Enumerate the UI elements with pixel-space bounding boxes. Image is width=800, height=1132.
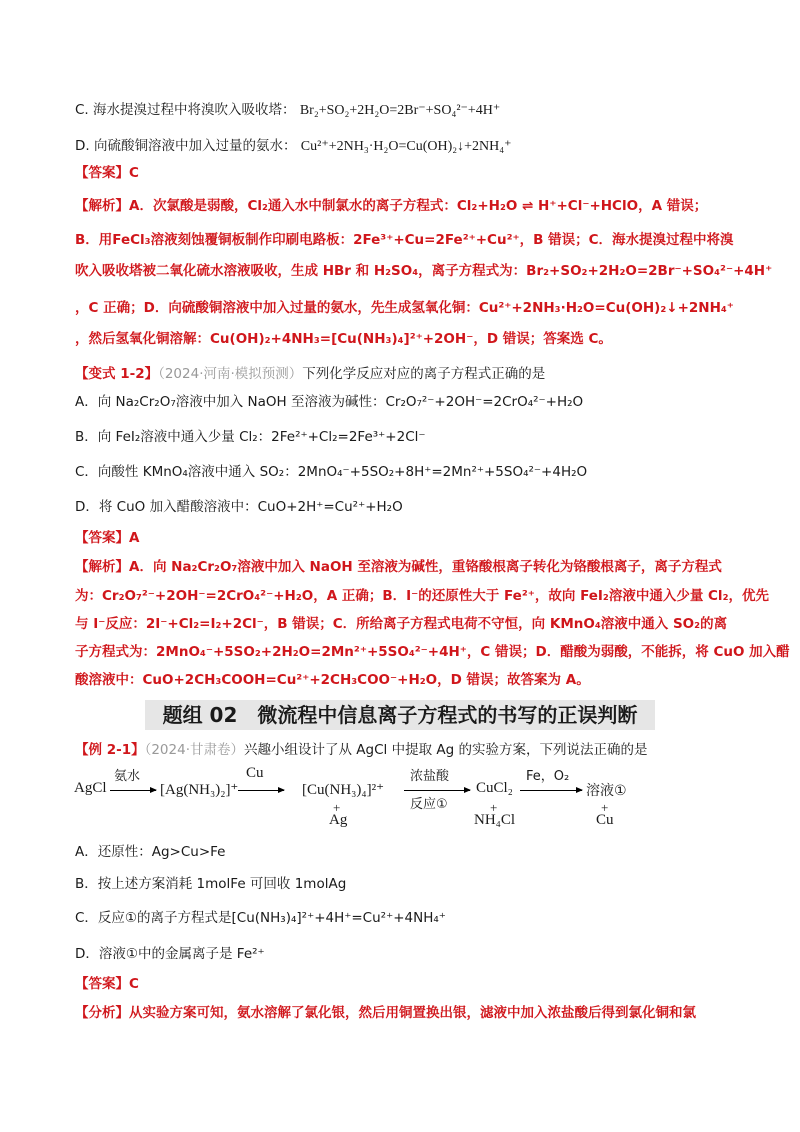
scheme-arrow-4 — [520, 790, 582, 791]
analysis-2-line-3: 与 I⁻反应：2I⁻+Cl₂=I₂+2Cl⁻，B 错误；C．所给离子方程式电荷不守恒，向 KMnO₄溶液中通入 SO₂的离 — [75, 616, 728, 632]
ex-option-d: D．溶液①中的金属离子是 Fe²⁺ — [75, 946, 265, 962]
scheme-plus-1: + — [333, 800, 341, 815]
scheme-reagent-hcl: 浓盐酸 — [410, 769, 450, 784]
analysis-1-line-2: B．用FeCl₃溶液刻蚀覆铜板制作印刷电路板：2Fe³⁺+Cu=2Fe²⁺+Cu²⁺，B 错误；C．海水提溴过程中将溴 — [75, 232, 734, 248]
scheme-plus-3: + — [601, 800, 609, 815]
analysis-1-line-5: ，然后氢氧化铜溶解：Cu(OH)₂+4NH₃=[Cu(NH₃)₄]²⁺+2OH⁻，D 错误；答案选 C。 — [75, 331, 612, 347]
answer-3: 【答案】C — [75, 976, 139, 992]
scheme-silver-ammonia: [Ag(NH₃)₂]⁺ — [160, 782, 239, 798]
scheme-cu: Cu — [596, 812, 614, 828]
answer-2: 【答案】A — [75, 530, 140, 546]
example-header: 【例 2-1】（2024·甘肃卷）兴趣小组设计了从 AgCl 中提取 Ag 的实验方案，下列说法正确的是 — [75, 742, 648, 758]
analysis-2-line-4: 子方程式为：2MnO₄⁻+5SO₂+2H₂O=2Mn²⁺+5SO₄²⁻+4H⁺，C 错误；D．醋酸为弱酸，不能拆，将 CuO 加入醋 — [75, 644, 790, 660]
ex-option-b: B．按上述方案消耗 1molFe 可回收 1molAg — [75, 876, 347, 892]
analysis-2-line-1: 【解析】A．向 Na₂Cr₂O₇溶液中加入 NaOH 至溶液为碱性，重铬酸根离子转化为铬酸根离子，离子方程式 — [75, 559, 722, 575]
scheme-solution-1: 溶液① — [586, 783, 627, 799]
option-b: B．向 FeI₂溶液中通入少量 Cl₂：2Fe²⁺+Cl₂=2Fe³⁺+2Cl⁻ — [75, 429, 426, 445]
ex-option-c: C．反应①的离子方程式是[Cu(NH₃)₄]²⁺+4H⁺=Cu²⁺+4NH₄⁺ — [75, 910, 446, 926]
scheme-plus-2: + — [490, 800, 498, 815]
group-title: 题组 02 微流程中信息离子方程式的书写的正误判断 — [145, 700, 655, 730]
option-c-line: C. 海水提溴过程中将溴吹入吸收塔： Br₂+SO₂+2H₂O=2Br⁻+SO₄²⁻+4H⁺ — [75, 102, 501, 118]
scheme-arrow-2 — [238, 790, 284, 791]
scheme-agcl: AgCl — [74, 780, 107, 796]
scheme-arrow-3 — [404, 790, 470, 791]
option-c: C．向酸性 KMnO₄溶液中通入 SO₂：2MnO₄⁻+5SO₂+8H⁺=2Mn²⁺+5SO₄²⁻+4H₂O — [75, 464, 588, 480]
ex-option-a: A．还原性：Ag>Cu>Fe — [75, 844, 226, 860]
scheme-reagent-cu: Cu — [246, 765, 264, 781]
scheme-copper-ammonia: [Cu(NH₃)₄]²⁺ — [302, 782, 385, 798]
scheme-reagent-fe-o2: Fe，O₂ — [526, 769, 570, 784]
scheme-ag: Ag — [329, 812, 348, 828]
answer-1: 【答案】C — [75, 165, 139, 181]
analysis-1-line-4: ，C 正确；D．向硫酸铜溶液中加入过量的氨水，先生成氢氧化铜：Cu²⁺+2NH₃·H₂O=Cu(OH)₂↓+2NH₄⁺ — [75, 300, 734, 316]
analysis-1-line-3: 吹入吸收塔被二氧化硫水溶液吸收，生成 HBr 和 H₂SO₄，离子方程式为：Br₂+SO₂+2H₂O=2Br⁻+SO₄²⁻+4H⁺ — [75, 263, 773, 279]
option-a: A．向 Na₂Cr₂O₇溶液中加入 NaOH 至溶液为碱性：Cr₂O₇²⁻+2OH⁻=2CrO₄²⁻+H₂O — [75, 394, 584, 410]
variant-header: 【变式 1-2】（2024·河南·模拟预测）下列化学反应对应的离子方程式正确的是 — [75, 366, 546, 382]
scheme-nh4cl: NH₄Cl — [474, 812, 516, 828]
analysis-3: 【分析】从实验方案可知，氨水溶解了氯化银，然后用铜置换出银，滤液中加入浓盐酸后得到氯化铜和氯 — [75, 1005, 696, 1021]
option-d-line: D. 向硫酸铜溶液中加入过量的氨水： Cu²⁺+2NH₃·H₂O=Cu(OH)₂↓+2NH₄⁺ — [75, 138, 512, 154]
scheme-arrow-1 — [110, 790, 156, 791]
analysis-2-line-2: 为：Cr₂O₇²⁻+2OH⁻=2CrO₄²⁻+H₂O，A 正确；B．I⁻的还原性大于 Fe²⁺，故向 FeI₂溶液中通入少量 Cl₂，优先 — [75, 588, 769, 604]
analysis-2-line-5: 酸溶液中：CuO+2CH₃COOH=Cu²⁺+2CH₃COO⁻+H₂O，D 错误；故答案为 A。 — [75, 672, 590, 688]
option-d: D．将 CuO 加入醋酸溶液中：CuO+2H⁺=Cu²⁺+H₂O — [75, 499, 403, 515]
analysis-1-line-1: 【解析】A．次氯酸是弱酸，Cl₂通入水中制氯水的离子方程式：Cl₂+H₂O ⇌ H⁺+Cl⁻+HClO，A 错误； — [75, 198, 708, 214]
scheme-cucl2: CuCl₂ — [476, 780, 513, 796]
scheme-reaction-1: 反应① — [410, 797, 448, 812]
scheme-reagent-ammonia: 氨水 — [114, 769, 141, 784]
